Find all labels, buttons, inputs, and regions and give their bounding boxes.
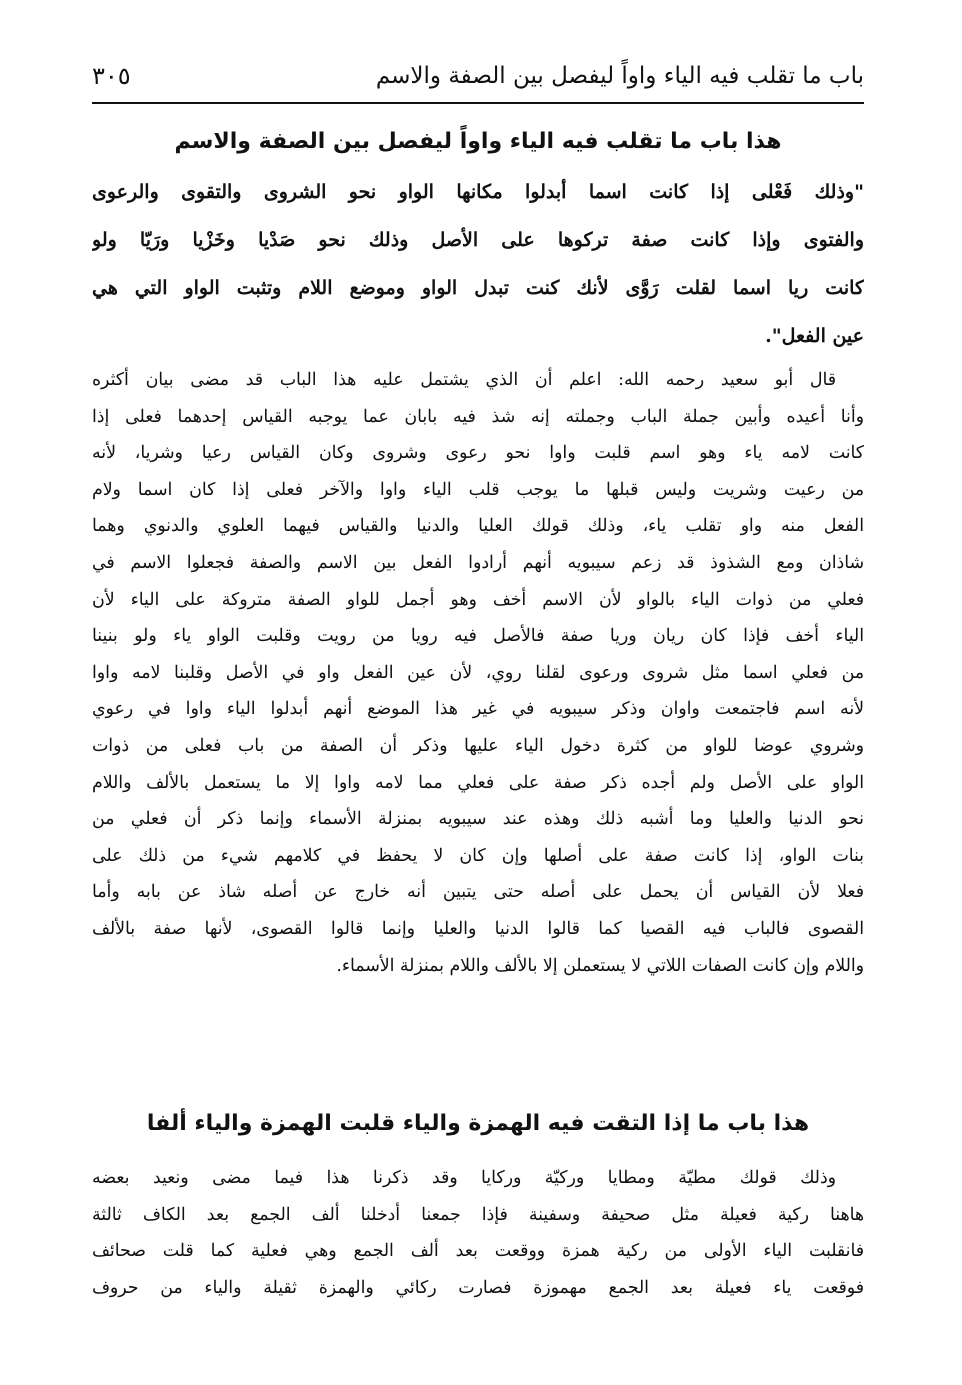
section1-heading-block <box>92 122 864 162</box>
body-line: القصوى فالباب فيه القصيا كما قالوا الدنيا والعليا وإنما قالوا القصوى، لأنها صفة بالألف <box>92 918 864 939</box>
quote-line: "وذلك فَعْلى إذا كانت اسما أبدلوا مكانها الواو نحو الشروى والتقوى والرعوى <box>92 181 864 203</box>
body-line: نحو الدنيا والعليا وما أشبه ذلك وهذه عند سيبويه بمنزلة الأسماء وإنما ذكر أن فعلي من <box>92 809 864 830</box>
quote-line: والفتوى وإذا كانت صفة تركوها على الأصل وذلك نحو صَدْيا وخَزْيا ورَيّا ولو <box>92 229 864 251</box>
body-line: الفعل منه واو تقلب ياء، وذلك قولك العليا والدنيا والقياس فيهما العلوي والدنوي وهما <box>92 516 864 537</box>
body-line: فعلي من ذوات الياء بالواو لأن الاسم أخف وهو أجمل للواو الصفة متروكة على الياء لأن <box>92 589 864 610</box>
body-line: كانت لامه ياء وهو اسم قلبت واوا نحو رعوى وشروى وكان القياس رعيا وشريا، لأنه <box>92 443 864 464</box>
running-title: باب ما تقلب فيه الياء واواً ليفصل بين الصفة والاسم <box>375 63 864 89</box>
body-line: فوقعت ياء فعيلة بعد الجمع مهموزة فصارت ركائي والهمزة ثقيلة والياء من حروف <box>92 1277 864 1298</box>
body-line: وشروي عوضا للواو من كثرة دخول الياء عليها وذكر أن الصفة من باب فعلى من ذوات <box>92 735 864 756</box>
body-line: الواو على الأصل ولم أجده ذكر صفة على فعلي مما لامه واوا إلا ما يستعمل بالألف واللام <box>92 772 864 793</box>
body-line: من فعلي اسما مثل شروى ورعوى لقلنا روي، لأن عين الفعل واو في الأصل وقلبنا لامه واوا <box>92 662 864 683</box>
body-line: من رعيت وشريت وليس قبلها ما يوجب قلب الياء واوا والآخر فعلى إذا كان اسما ولام <box>92 479 864 500</box>
section2-body <box>92 1160 864 1306</box>
body-line: واللام وإن كانت الصفات اللاتي لا يستعملن إلا بالألف واللام بمنزلة الأسماء. <box>336 955 864 976</box>
body-line: فانقلبت الياء الأولى من ركية همزة ووقعت بعد ألف الجمع وهي فعلية كما قلت صحائف <box>92 1241 864 1262</box>
body-line: شاذان ومع الشذوذ قد زعم سيبويه أنهم أرادوا الفعل بين الاسم والصفة فجعلوا الاسم في <box>92 552 864 573</box>
running-header <box>92 50 864 104</box>
body-line: لأنه اسم فاجتمعت واوان وذكر سيبويه في غير هذا الموضع أنهم أبدلوا الياء واوا في رعوي <box>92 699 864 720</box>
page-number: ٣٠٥ <box>92 62 131 90</box>
section1-quote <box>92 168 864 360</box>
body-line: الياء أخف فإذا كان ريان وريا صفة فالأصل فيه رويا من رويت وقلبت الواو ياء ولو بنينا <box>92 626 864 647</box>
body-line: قال أبو سعيد رحمه الله: اعلم أن الذي يشتمل عليه هذا الباب قد مضى بيان أكثره <box>92 370 836 390</box>
section2-heading: هذا باب ما إذا التقت فيه الهمزة والياء قلبت الهمزة والياء ألفا <box>146 1111 810 1136</box>
body-line: بنات الواو، إذا كانت صفة على أصلها وإن كان لا يحفظ في كلامهم شيء من ذلك على <box>92 845 864 866</box>
body-line: وذلك قولك مطيّة ومطايا وركيّة وركايا وقد ذكرنا هذا فيما مضى ونعيد بعضه <box>92 1168 836 1188</box>
section2-heading-block <box>92 1104 864 1144</box>
body-line: هاهنا ركية فعيلة مثل صحيفة وسفينة فإذا جمعنا أدخلنا ألف الجمع بعد الكاف ثالثة <box>92 1204 864 1225</box>
quote-line: عين الفعل". <box>765 325 864 347</box>
body-line: فعلا لأن القياس أن يحمل على أصله حتى يتبين أنه خارج عن أصله شاذ عن بابه وأما <box>92 882 864 903</box>
quote-line: كانت ريا اسما لقلت رَوَّى لأنك كنت تبدل الواو وموضع اللام وتثبت الواو التي هي <box>92 277 864 299</box>
section1-commentary <box>92 362 864 984</box>
section1-heading: هذا باب ما تقلب فيه الياء واواً ليفصل بين الصفة والاسم <box>174 129 782 154</box>
body-line: وأنا أعيده وأبين جملة الباب وجملته إنه شذ فيه بابان عما يوجبه القياس إحدهما فعلى إذا <box>92 406 864 427</box>
